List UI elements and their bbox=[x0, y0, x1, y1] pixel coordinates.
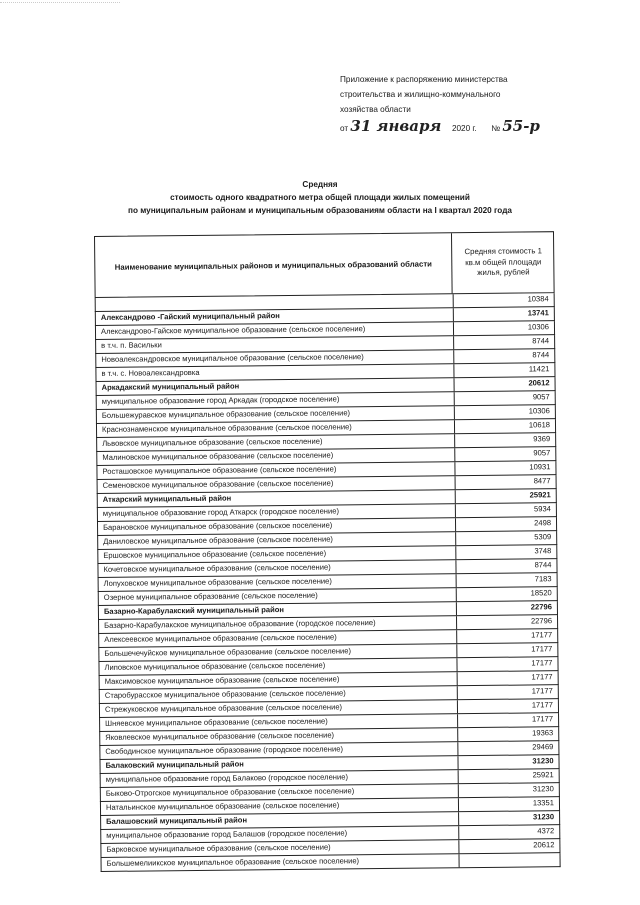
row-value: 13741 bbox=[527, 308, 549, 318]
row-name: Быково-Отрогское муниципальное образование (сельское поселение) bbox=[105, 786, 355, 798]
row-name: Балашовский муниципальный район bbox=[106, 815, 248, 826]
row-name: муниципальное образование город Балашов (городское поселение) bbox=[106, 828, 348, 840]
row-name: в т.ч. п. Васильки bbox=[101, 340, 162, 350]
row-name: Барановское муниципальное образование (сельское поселение) bbox=[103, 520, 333, 532]
row-value: 9369 bbox=[533, 434, 551, 444]
row-name: Аркадакский муниципальный район bbox=[101, 381, 240, 392]
row-value: 13351 bbox=[532, 798, 555, 808]
row-value: 22796 bbox=[530, 602, 552, 612]
row-value: 5934 bbox=[533, 504, 551, 514]
row-value: 5309 bbox=[534, 532, 552, 542]
row-value: 17177 bbox=[531, 714, 554, 724]
row-name: Барковское муниципальное образование (сельское поселение) bbox=[106, 842, 331, 854]
row-name: Александрово -Гайский муниципальный район bbox=[100, 311, 280, 322]
row-name: Базарно-Карабулакский муниципальный район bbox=[103, 605, 285, 616]
row-value: 9057 bbox=[533, 448, 551, 458]
row-value: 10618 bbox=[528, 420, 551, 430]
handwritten-number: 55-р bbox=[502, 117, 540, 135]
appendix-line-3: хозяйства области bbox=[340, 105, 411, 114]
heading-line-3: по муниципальным районам и муниципальным образованиям области на I квартал 2020 года bbox=[128, 206, 512, 215]
row-value bbox=[460, 854, 559, 855]
row-name: в т.ч. с. Новоалександровка bbox=[101, 367, 200, 378]
handwritten-date: 31 января bbox=[350, 117, 442, 135]
row-value: 8744 bbox=[534, 560, 552, 570]
row-value: 25921 bbox=[529, 490, 551, 500]
row-name: Балаковский муниципальный район bbox=[105, 759, 244, 770]
row-value: 20612 bbox=[533, 840, 555, 850]
date-year: 2020 г. bbox=[451, 124, 477, 133]
row-name: Базарно-Карабулакское муниципальное образование (городское поселение) bbox=[104, 618, 376, 630]
table-body bbox=[95, 293, 561, 872]
appendix-note bbox=[340, 72, 550, 117]
table-header bbox=[94, 231, 555, 298]
row-value: 9057 bbox=[532, 392, 550, 402]
date-prefix: от bbox=[340, 124, 349, 133]
row-value: 11421 bbox=[528, 364, 550, 374]
row-name: Даниловское муниципальное образование (сельское поселение) bbox=[103, 534, 333, 546]
row-value: 25921 bbox=[532, 770, 554, 780]
row-name: Алексеевское муниципальное образование (сельское поселение) bbox=[104, 632, 337, 644]
row-value: 10306 bbox=[528, 406, 550, 416]
row-value: 10306 bbox=[527, 322, 550, 332]
row-name: Яковлевское муниципальное образование (сельское поселение) bbox=[105, 730, 335, 742]
row-value: 29469 bbox=[532, 742, 554, 752]
row-name: Росташовское муниципальное образование (сельское поселение) bbox=[102, 464, 337, 476]
row-value: 17177 bbox=[531, 672, 553, 682]
row-value: 18520 bbox=[530, 588, 552, 598]
heading-line-1: Средняя bbox=[302, 180, 338, 189]
row-value: 31230 bbox=[532, 812, 555, 822]
row-value: 4372 bbox=[537, 826, 555, 836]
row-value: 7183 bbox=[534, 574, 552, 584]
scan-artifact-line bbox=[0, 2, 120, 4]
row-value: 8477 bbox=[533, 476, 551, 486]
row-value: 22796 bbox=[530, 616, 553, 626]
row-name: муниципальное образование город Балаково (городское поселение) bbox=[105, 772, 349, 784]
header-cost-column: Средняя стоимость 1 кв.м общей площади жилья, рублей bbox=[464, 246, 542, 278]
appendix-line-2: строительства и жилищно-коммунального bbox=[340, 90, 501, 99]
row-name: Новоалександровское муниципальное образование (сельское поселение) bbox=[101, 352, 364, 364]
row-value: 3748 bbox=[534, 546, 552, 556]
number-label: № bbox=[491, 124, 501, 133]
row-name: Кочетовское муниципальное образование (сельское поселение) bbox=[103, 562, 331, 574]
row-name: Максимовское муниципальное образование (сельское поселение) bbox=[104, 674, 340, 686]
row-name: Малиновское муниципальное образование (сельское поселение) bbox=[102, 450, 334, 462]
row-value: 17177 bbox=[531, 700, 553, 710]
appendix-date-line bbox=[340, 117, 540, 135]
column-divider bbox=[458, 854, 459, 867]
row-value: 17177 bbox=[531, 644, 553, 654]
row-name: Аткарский муниципальный район bbox=[102, 493, 232, 504]
row-name: Большемелиикское муниципальное образование (сельское поселение) bbox=[106, 856, 360, 868]
row-name: Александрово-Гайское муниципальное образование (сельское поселение) bbox=[100, 324, 366, 336]
row-value: 10384 bbox=[527, 294, 549, 304]
row-value: 31230 bbox=[532, 784, 554, 794]
row-name: Семеновское муниципальное образование (сельское поселение) bbox=[102, 478, 334, 490]
row-name: Шняевское муниципальное образование (сельское поселение) bbox=[105, 716, 328, 728]
row-name: Стрежуковское муниципальное образование (сельское поселение) bbox=[104, 702, 343, 714]
row-name: Натальинское муниципальное образование (сельское поселение) bbox=[105, 800, 340, 812]
cost-table bbox=[94, 231, 561, 872]
row-value: 17177 bbox=[531, 686, 553, 696]
row-name: муниципальное образование город Аркадак (городское поселение) bbox=[101, 394, 340, 406]
row-value: 8744 bbox=[532, 336, 550, 346]
row-name: Львовское муниципальное образование (сельское поселение) bbox=[102, 436, 323, 448]
row-name: Старобурасское муниципальное образование (сельское поселение) bbox=[104, 688, 346, 700]
row-value: 31230 bbox=[532, 756, 554, 766]
row-name: муниципальное образование город Аткарск (городское поселение) bbox=[102, 506, 340, 518]
row-name: Большежуравское муниципальное образование (сельское поселение) bbox=[101, 408, 351, 420]
row-value: 8744 bbox=[532, 350, 550, 360]
row-name: Свободинское муниципальное образование (городское поселение) bbox=[105, 744, 343, 756]
appendix-line-1: Приложение к распоряжению министерства bbox=[340, 75, 508, 84]
row-name: Ершовское муниципальное образование (сельское поселение) bbox=[103, 548, 327, 560]
row-value: 20612 bbox=[528, 378, 550, 388]
row-value: 2498 bbox=[534, 518, 552, 528]
header-name-column: Наименование муниципальных районов и муниципальных образований области bbox=[95, 233, 453, 297]
row-value: 19363 bbox=[532, 728, 554, 738]
row-value: 17177 bbox=[531, 630, 553, 640]
row-name: Большечечуйское муниципальное образование (сельское поселение) bbox=[104, 646, 352, 658]
heading-line-2: стоимость одного квадратного метра общей площади жилых помещений bbox=[170, 193, 470, 202]
row-name: Озерное муниципальное образование (сельское поселение) bbox=[103, 590, 318, 602]
row-name: Краснознаменское муниципальное образование (сельское поселение) bbox=[101, 422, 352, 434]
row-value: 17177 bbox=[531, 658, 553, 668]
row-value: 10931 bbox=[529, 462, 551, 472]
row-name: Липовское муниципальное образование (сельское поселение) bbox=[104, 660, 326, 672]
row-name: Лопуховское муниципальное образование (сельское поселение) bbox=[103, 576, 332, 588]
